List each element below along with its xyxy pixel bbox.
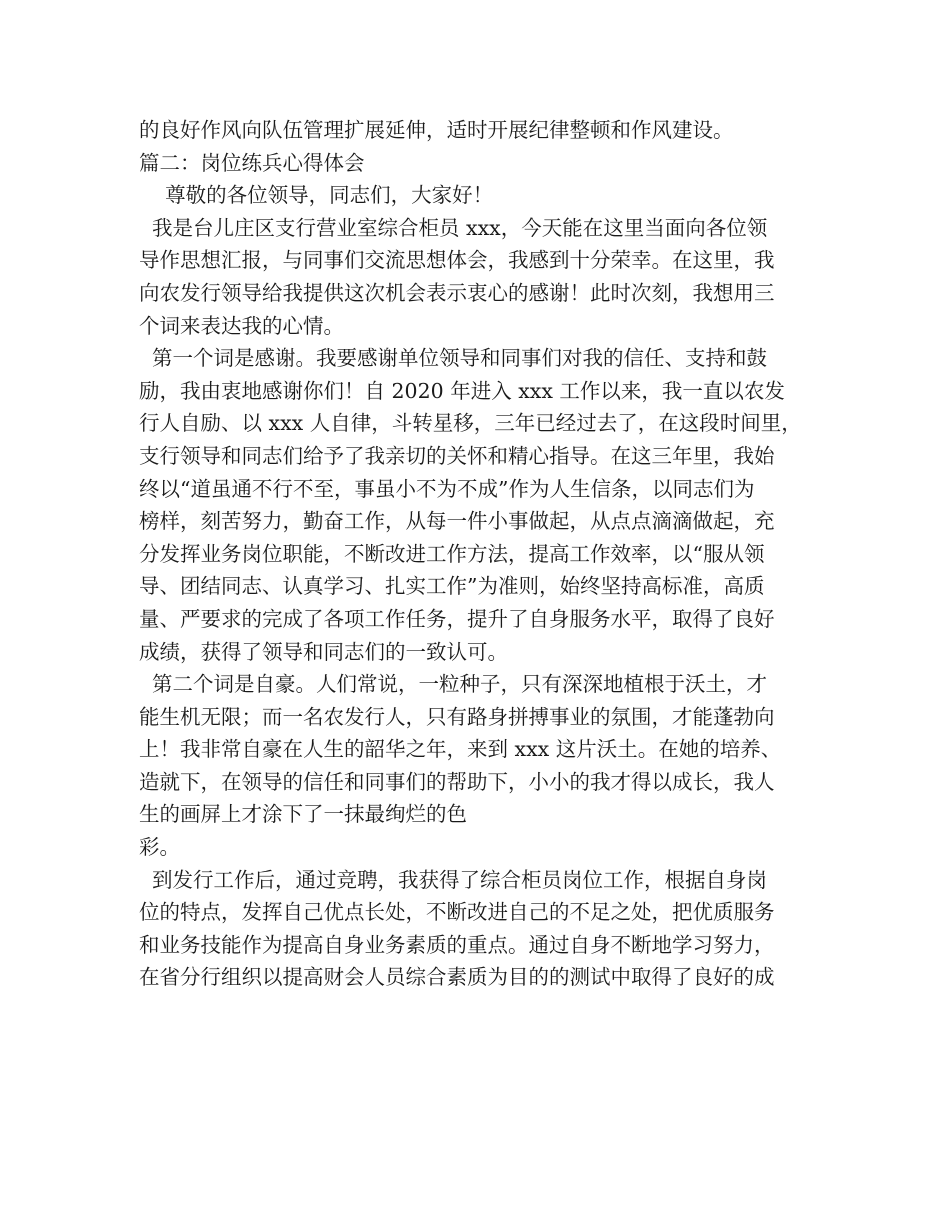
text-line: 和业务技能作为提高自身业务素质的重点。通过自身不断地学习努力， — [139, 932, 775, 957]
text-line: 导、团结同志、认真学习、扎实工作”为准则，始终坚持高标准，高质 — [139, 574, 765, 599]
text-line: 个词来表达我的心情。 — [139, 313, 344, 338]
document-body — [139, 114, 829, 994]
section-heading: 篇二：岗位练兵心得体会 — [139, 150, 365, 175]
text-line: 分发挥业务岗位职能，不断改进工作方法，提高工作效率，以“服从领 — [139, 541, 765, 566]
text-line: 位的特点，发挥自己优点长处，不断改进自己的不足之处，把优质服务 — [139, 900, 775, 925]
text-line: 第二个词是自豪。人们常说，一粒种子，只有深深地植根于沃土，才 — [139, 672, 768, 697]
text-line: 第一个词是感谢。我要感谢单位领导和同事们对我的信任、支持和鼓 — [139, 346, 768, 371]
text-line: 我是台儿庄区支行营业室综合柜员 xxx，今天能在这里当面向各位领 — [139, 215, 768, 240]
text-line: 上！我非常自豪在人生的韶华之年，来到 xxx 这片沃土。在她的培养、 — [139, 737, 782, 762]
text-line: 的良好作风向队伍管理扩展延伸，适时开展纪律整顿和作风建设。 — [139, 118, 734, 142]
text-line: 彩。 — [139, 835, 180, 860]
text-line: 量、严要求的完成了各项工作任务，提升了自身服务水平，取得了良好 — [139, 606, 775, 631]
text-line: 导作思想汇报，与同事们交流思想体会，我感到十分荣幸。在这里，我 — [139, 248, 775, 273]
salutation-line: 尊敬的各位领导，同志们，大家好！ — [139, 183, 494, 208]
text-line: 生的画屏上才涂下了一抹最绚烂的色 — [139, 802, 467, 827]
text-line: 支行领导和同志们给予了我亲切的关怀和精心指导。在这三年里，我始 — [139, 443, 775, 468]
text-line: 到发行工作后，通过竞聘，我获得了综合柜员岗位工作，根据自身岗 — [139, 867, 768, 892]
text-line: 造就下，在领导的信任和同事们的帮助下，小小的我才得以成长，我人 — [139, 769, 775, 794]
text-line: 成绩，获得了领导和同志们的一致认可。 — [139, 639, 508, 664]
text-line: 榜样，刻苦努力，勤奋工作，从每一件小事做起，从点点滴滴做起，充 — [139, 509, 775, 534]
text-line: 在省分行组织以提高财会人员综合素质为目的的测试中取得了良好的成 — [139, 965, 775, 990]
text-line: 向农发行领导给我提供这次机会表示衷心的感谢！此时次刻，我想用三 — [139, 280, 775, 305]
text-line: 能生机无限；而一名农发行人，只有路身拼搏事业的氛围，才能蓬勃向 — [139, 704, 775, 729]
text-line: 励，我由衷地感谢你们！自 2020 年进入 xxx 工作以来，我一直以农发 — [139, 378, 785, 403]
text-line: 行人自励、以 xxx 人自律，斗转星移，三年已经过去了，在这段时间里， — [139, 411, 802, 436]
text-line: 终以“道虽通不行不至，事虽小不为不成”作为人生信条，以同志们为 — [139, 476, 755, 501]
